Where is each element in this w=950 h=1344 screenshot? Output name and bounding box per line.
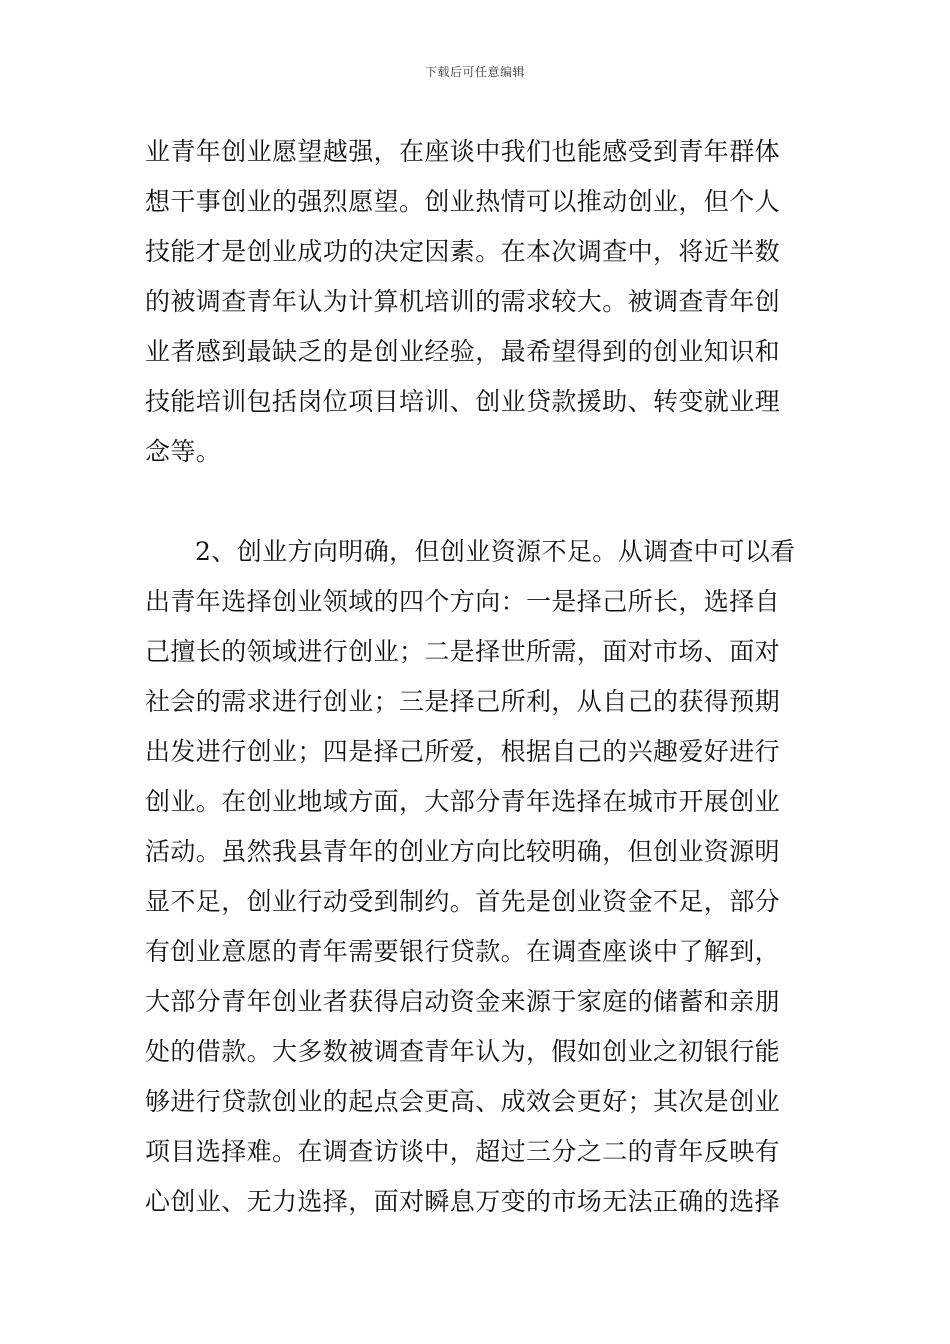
text-line: 处的借款。大多数被调查青年认为，假如创业之初银行能 (145, 1037, 781, 1066)
text-line: 心创业、无力选择，面对瞬息万变的市场无法正确的选择 (145, 1187, 781, 1216)
text-line: 的被调查青年认为计算机培训的需求较大。被调查青年创 (145, 287, 781, 316)
text-line: 创业。在创业地域方面，大部分青年选择在城市开展创业 (145, 787, 781, 816)
text-line: 己擅长的领域进行创业；二是择世所需，面对市场、面对 (145, 637, 781, 666)
text-line: 出发进行创业；四是择己所爱，根据自己的兴趣爱好进行 (145, 737, 781, 766)
text-line: 社会的需求进行创业；三是择己所利，从自己的获得预期 (145, 687, 781, 716)
paragraph-1 (145, 127, 810, 477)
text-line: 显不足，创业行动受到制约。首先是创业资金不足，部分 (145, 887, 781, 916)
text-line: 技能培训包括岗位项目培训、创业贷款援助、转变就业理 (145, 387, 781, 416)
text-line: 活动。虽然我县青年的创业方向比较明确，但创业资源明 (145, 837, 781, 866)
text-line: 有创业意愿的青年需要银行贷款。在调查座谈中了解到， (145, 937, 781, 966)
paragraph-2 (145, 527, 810, 1227)
paragraph-spacer (145, 477, 810, 527)
text-line: 业者感到最缺乏的是创业经验，最希望得到的创业知识和 (145, 337, 781, 366)
body-text (145, 127, 810, 1227)
text-line: 想干事创业的强烈愿望。创业热情可以推动创业，但个人 (145, 187, 781, 216)
text-line: 念等。 (145, 437, 222, 466)
header-note: 下载后可任意编辑 (424, 65, 525, 79)
text-line: 2、创业方向明确，但创业资源不足。从调查中可以看 (195, 537, 796, 566)
text-line: 够进行贷款创业的起点会更高、成效会更好；其次是创业 (145, 1087, 781, 1116)
text-line: 项目选择难。在调查访谈中，超过三分之二的青年反映有 (145, 1137, 781, 1166)
text-line: 出青年选择创业领域的四个方向：一是择己所长，选择自 (145, 587, 781, 616)
text-line: 业青年创业愿望越强，在座谈中我们也能感受到青年群体 (145, 137, 781, 166)
text-line: 大部分青年创业者获得启动资金来源于家庭的储蓄和亲朋 (145, 987, 781, 1016)
text-line: 技能才是创业成功的决定因素。在本次调查中，将近半数 (145, 237, 781, 266)
